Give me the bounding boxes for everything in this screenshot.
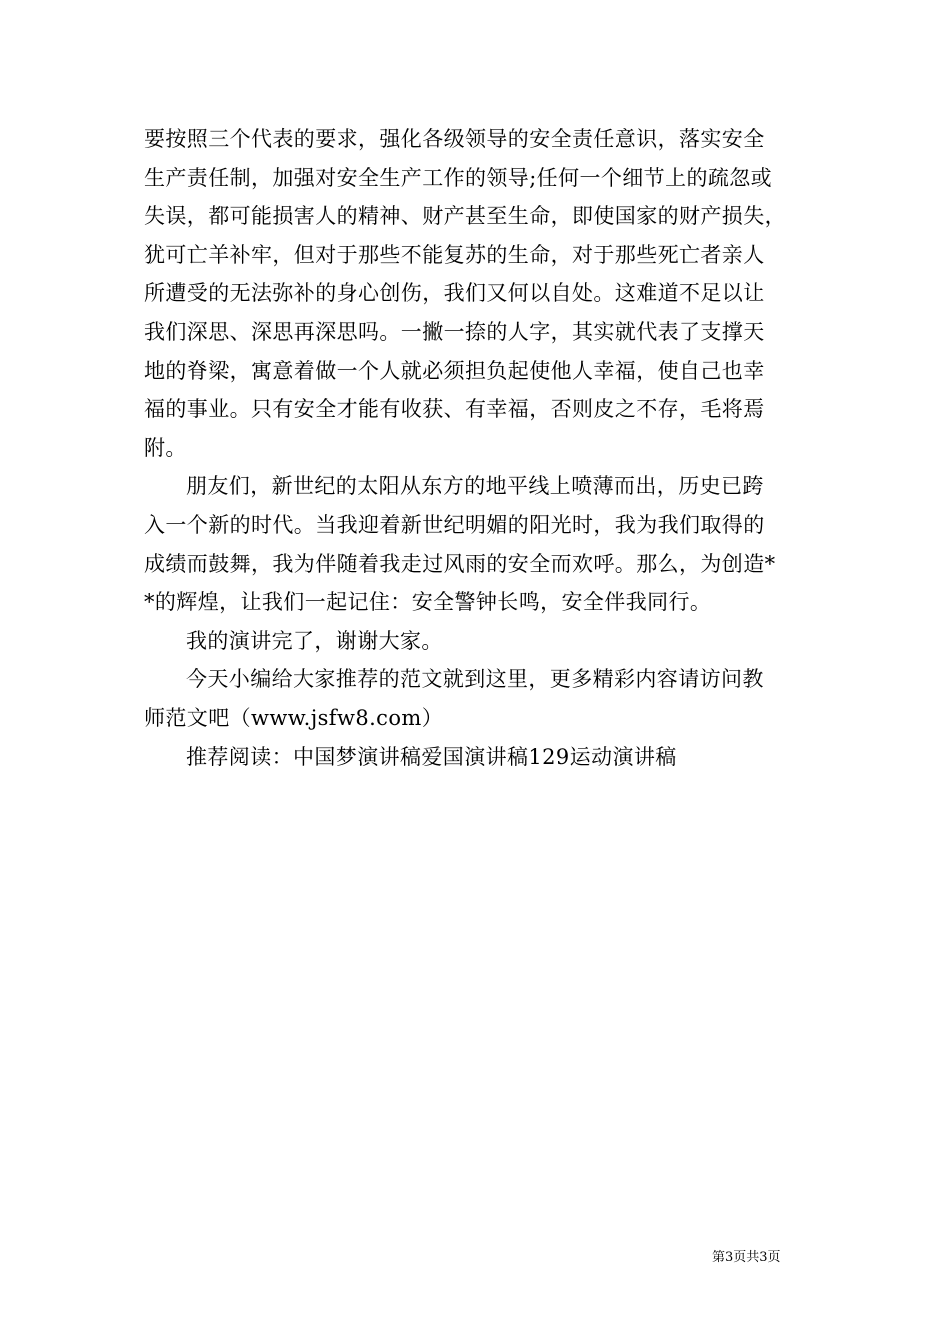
text-line: 我的演讲完了，谢谢大家。 bbox=[186, 628, 443, 653]
paragraph-editor-note bbox=[144, 660, 814, 737]
text-line: 附。 bbox=[144, 435, 187, 460]
text-line: 入一个新的时代。当我迎着新世纪明媚的阳光时，我为我们取得的 bbox=[144, 512, 765, 537]
document-body bbox=[144, 120, 814, 776]
paragraph-recommended-reading bbox=[144, 738, 814, 777]
text-line: 朋友们，新世纪的太阳从东方的地平线上喷薄而出，历史已跨 bbox=[186, 474, 764, 499]
text-line: 失误，都可能损害人的精神、财产甚至生命，即使国家的财产损失， bbox=[144, 204, 786, 229]
text-line: *的辉煌，让我们一起记住：安全警钟长鸣，安全伴我同行。 bbox=[144, 590, 712, 615]
paragraph-safety-responsibility bbox=[144, 120, 814, 467]
text-line: 师范文吧（www.jsfw8.com） bbox=[144, 705, 444, 730]
text-line: 福的事业。只有安全才能有收获、有幸福，否则皮之不存，毛将焉 bbox=[144, 397, 765, 422]
text-line: 生产责任制，加强对安全生产工作的领导;任何一个细节上的疏忽或 bbox=[144, 165, 773, 190]
text-line: 所遭受的无法弥补的身心创伤，我们又何以自处。这难道不足以让 bbox=[144, 281, 765, 306]
text-line: 我们深思、深思再深思吗。一撇一捺的人字，其实就代表了支撑天 bbox=[144, 319, 765, 344]
paragraph-new-century bbox=[144, 467, 814, 621]
page-number-footer: 第3页共3页 bbox=[712, 1250, 781, 1265]
text-line: 要按照三个代表的要求，强化各级领导的安全责任意识，落实安全 bbox=[144, 127, 765, 151]
paragraph-closing bbox=[144, 622, 814, 661]
text-line: 今天小编给大家推荐的范文就到这里，更多精彩内容请访问教 bbox=[186, 667, 764, 692]
text-line: 推荐阅读：中国梦演讲稿爱国演讲稿129运动演讲稿 bbox=[186, 744, 677, 769]
text-line: 成绩而鼓舞，我为伴随着我走过风雨的安全而欢呼。那么，为创造* bbox=[144, 551, 776, 576]
text-line: 地的脊梁，寓意着做一个人就必须担负起使他人幸福，使自己也幸 bbox=[144, 358, 765, 383]
text-line: 犹可亡羊补牢，但对于那些不能复苏的生命，对于那些死亡者亲人 bbox=[144, 242, 765, 267]
